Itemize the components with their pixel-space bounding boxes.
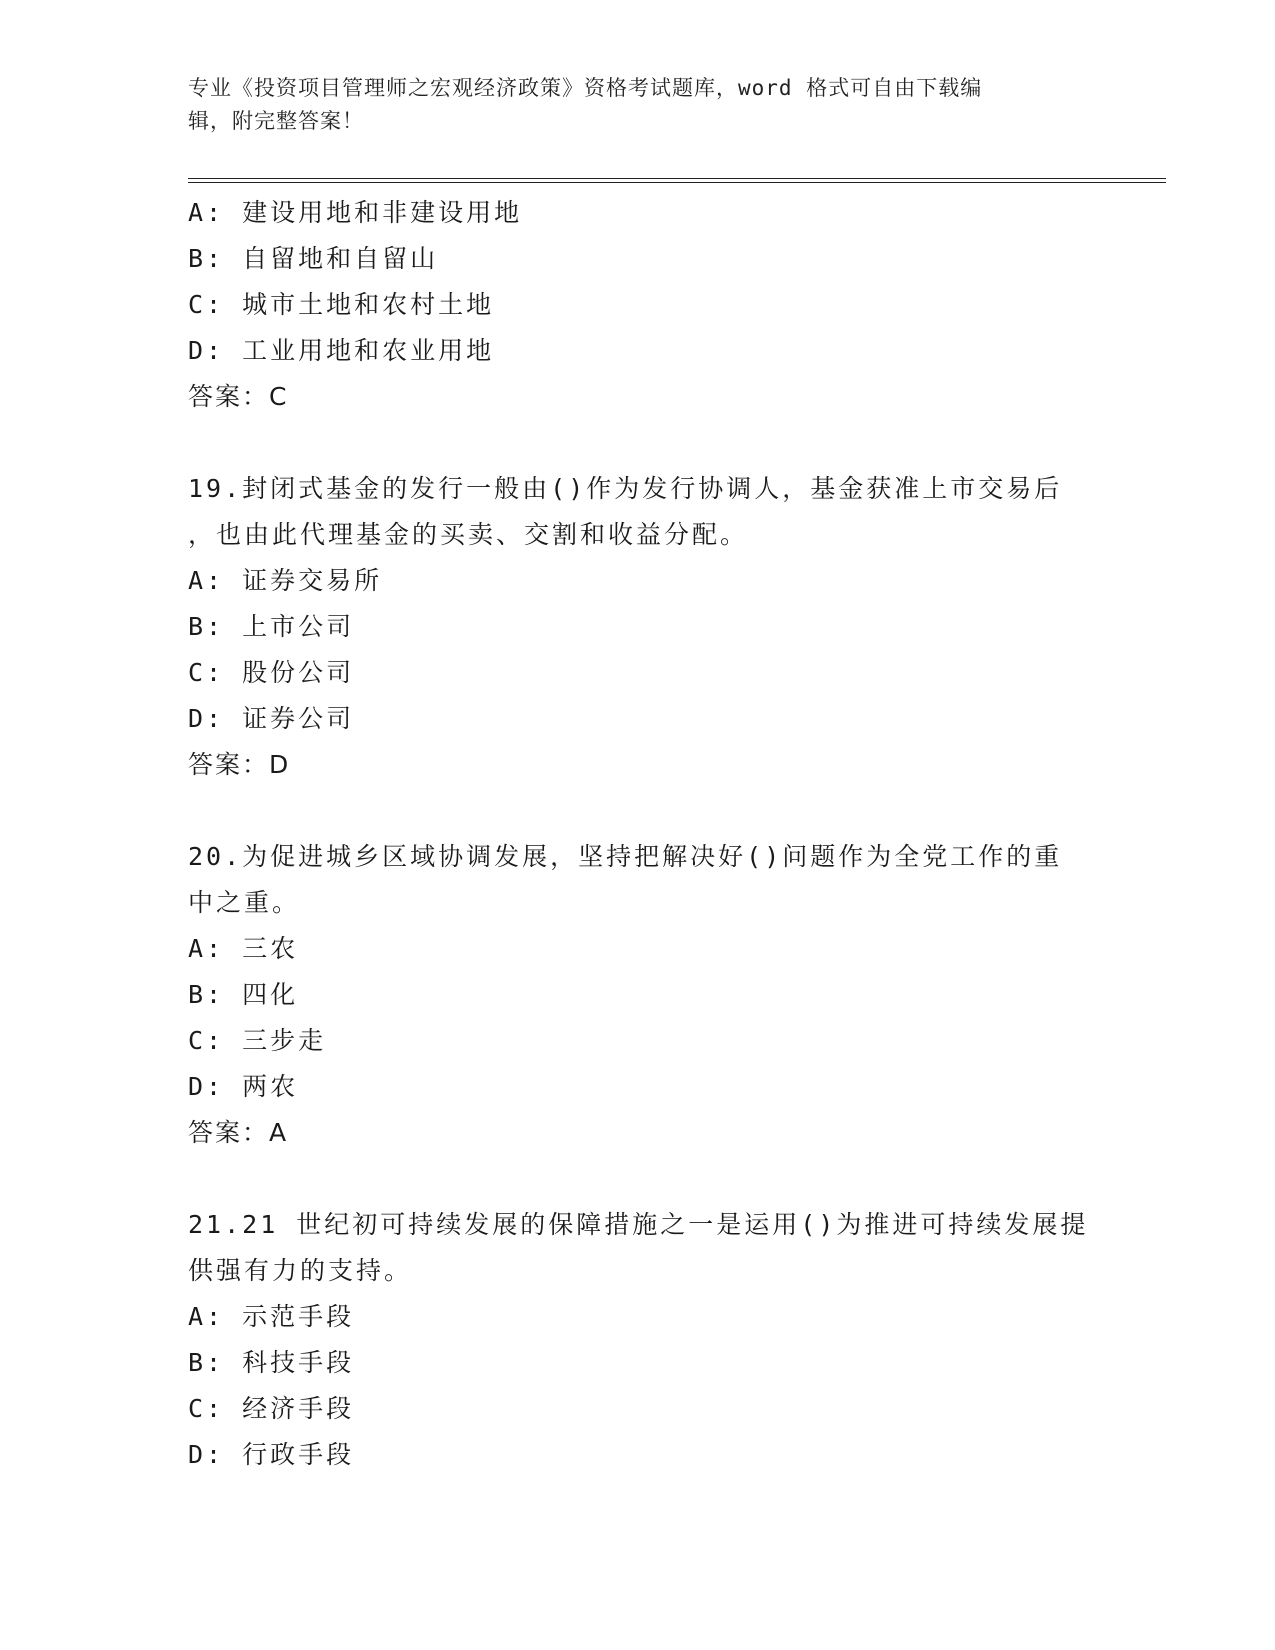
spacer [188, 788, 1168, 834]
question-18-options [188, 190, 1168, 420]
option-a: A: 三农 [188, 934, 299, 963]
question-stem-continued: 中之重。 [188, 888, 301, 917]
header-line-1: 专业《投资项目管理师之宏观经济政策》资格考试题库，word 格式可自由下载编 [188, 76, 983, 100]
question-stem: 21.21 世纪初可持续发展的保障措施之一是运用()为推进可持续发展提 [188, 1210, 1089, 1239]
answer: 答案：D [188, 750, 291, 779]
option-d: D: 两农 [188, 1072, 299, 1101]
question-stem-continued: ，也由此代理基金的买卖、交割和收益分配。 [188, 520, 749, 549]
option-b: B: 自留地和自留山 [188, 244, 439, 273]
question-21 [188, 1202, 1168, 1478]
option-b: B: 上市公司 [188, 612, 355, 641]
question-content [188, 190, 1168, 1478]
answer: 答案：C [188, 382, 289, 411]
option-d: D: 证券公司 [188, 704, 355, 733]
question-19 [188, 466, 1168, 788]
question-stem-continued: 供强有力的支持。 [188, 1256, 413, 1285]
option-a: A: 证券交易所 [188, 566, 383, 595]
option-c: C: 三步走 [188, 1026, 327, 1055]
spacer [188, 420, 1168, 466]
option-a: A: 建设用地和非建设用地 [188, 198, 523, 227]
option-b: B: 四化 [188, 980, 299, 1009]
option-a: A: 示范手段 [188, 1302, 355, 1331]
option-d: D: 行政手段 [188, 1440, 355, 1469]
option-c: C: 股份公司 [188, 658, 355, 687]
question-20 [188, 834, 1168, 1156]
question-stem: 19.封闭式基金的发行一般由()作为发行协调人，基金获准上市交易后 [188, 474, 1063, 503]
option-c: C: 经济手段 [188, 1394, 355, 1423]
header-line-2: 辑，附完整答案！ [188, 109, 364, 133]
option-b: B: 科技手段 [188, 1348, 355, 1377]
answer: 答案：A [188, 1118, 289, 1147]
header-divider [188, 178, 1166, 183]
spacer [188, 1156, 1168, 1202]
option-c: C: 城市土地和农村土地 [188, 290, 495, 319]
document-header [188, 72, 1088, 138]
option-d: D: 工业用地和农业用地 [188, 336, 495, 365]
question-stem: 20.为促进城乡区域协调发展，坚持把解决好()问题作为全党工作的重 [188, 842, 1063, 871]
